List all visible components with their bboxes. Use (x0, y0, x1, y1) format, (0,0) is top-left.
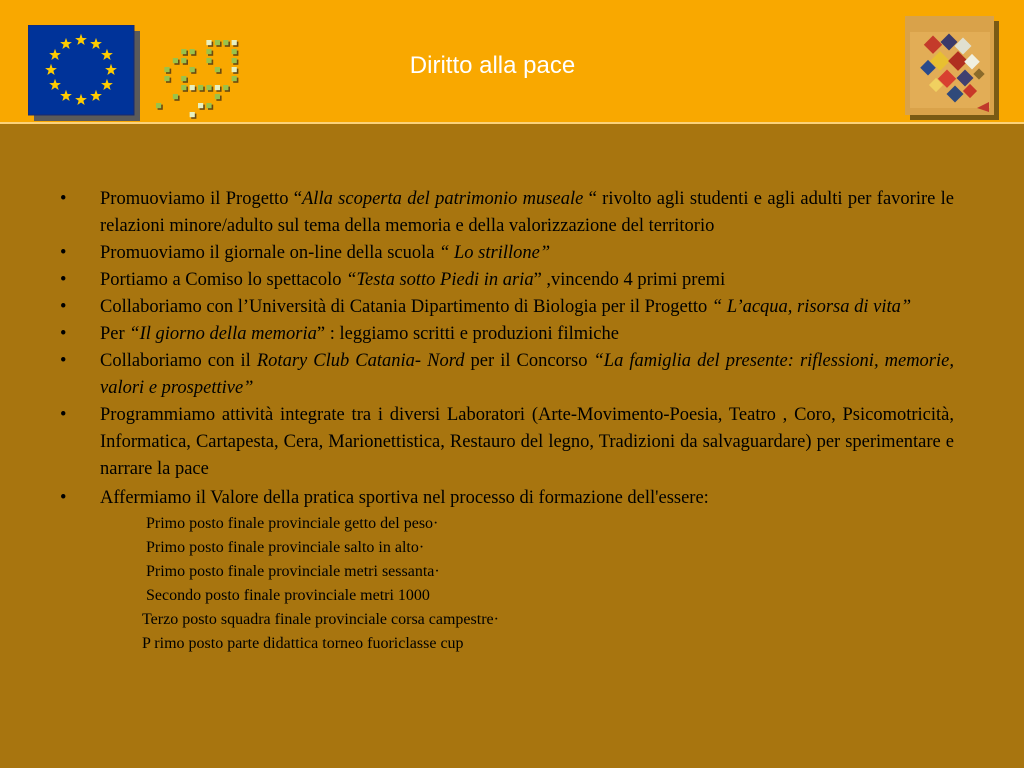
bullet-text: Portiamo a Comiso lo spettacolo (100, 270, 347, 290)
numeral-dot (223, 40, 228, 45)
bullet-text: Per (100, 324, 130, 344)
bullet-text: per il Concorso (464, 351, 594, 371)
numeral-dot (206, 103, 211, 108)
numeral-dot (181, 85, 186, 90)
bullet-item (58, 267, 954, 294)
spazio22-logo (905, 16, 999, 120)
numeral-dot (232, 76, 237, 81)
numeral-dot (190, 67, 195, 72)
numeral-dot (164, 67, 169, 72)
numeral-dot (173, 94, 178, 99)
numeral-dot (206, 40, 211, 45)
numeral-dot (181, 58, 186, 63)
bullet-emphasis: “Il giorno della memoria (129, 324, 317, 344)
numeral-dot (198, 103, 203, 108)
numeral-dot (215, 85, 220, 90)
achievement-item: Primo posto finale provinciale getto del peso· (146, 515, 439, 532)
bullet-text: ” : leggiamo scritti e produzioni filmiche (316, 324, 619, 344)
bullet-text: Promuoviamo il Progetto “ (100, 189, 302, 209)
bullet-item (58, 240, 954, 267)
bullet-text: ” ,vincendo 4 primi premi (533, 270, 726, 290)
bullet-item-sports (58, 485, 954, 656)
bullet-emphasis: “Testa sotto Piedi in aria (346, 270, 534, 290)
bullet-emphasis: “ L’acqua, risorsa di vita” (711, 297, 912, 317)
numeral-dot (190, 49, 195, 54)
header-divider (0, 122, 1024, 124)
bullet-item (58, 186, 954, 240)
bullet-text: Collaboriamo con il (100, 351, 257, 371)
numeral-dot (181, 49, 186, 54)
numeral-dots (156, 40, 238, 119)
numeral-dot (206, 58, 211, 63)
numeral-dot (215, 40, 220, 45)
slide-title: Diritto alla pace (409, 52, 576, 79)
bullet-emphasis: “La famiglia del presente: riflessioni, memorie, valori e prospettive” (100, 351, 954, 398)
achievement-item: P rimo posto parte didattica torneo fuoriclasse cup (142, 635, 464, 652)
bullet-emphasis: “ Lo strillone” (439, 243, 551, 263)
bullet-item (58, 348, 954, 402)
bullet-list (58, 186, 954, 656)
numeral-dot (223, 85, 228, 90)
bullet-text: Affermiamo il Valore della pratica sportiva nel processo di formazione dell'essere: (100, 488, 709, 508)
bullet-emphasis: Rotary Club Catania- Nord (256, 351, 465, 371)
bullet-item (58, 321, 954, 348)
numeral-dot (173, 58, 178, 63)
sports-achievements-list (100, 512, 954, 656)
bullet-text: Programmiamo attività integrate tra i diversi Laboratori (Arte-Movimento-Poesia, Teatro , Coro, Psicomotricità, Informatica, Cartapesta, Cera, Marionettistica, Restauro del legno, Tradizioni da salvaguardare) per sperimentare e narrare la pace (100, 405, 954, 479)
numeral-dot (215, 94, 220, 99)
bullet-text: Promuoviamo il giornale on-line della scuola (100, 243, 440, 263)
achievement-item: Primo posto finale provinciale metri sessanta· (146, 563, 440, 580)
numeral-dot (215, 67, 220, 72)
achievement-item: Secondo posto finale provinciale metri 1000 (146, 587, 430, 604)
numeral-dot (232, 40, 237, 45)
numeral-dot (190, 112, 195, 117)
green-dot-numeral-logo (152, 36, 244, 120)
achievement-item: Terzo posto squadra finale provinciale corsa campestre· (142, 611, 499, 628)
numeral-dot (181, 76, 186, 81)
numeral-dot (164, 76, 169, 81)
numeral-dot (190, 85, 195, 90)
bullet-text: Collaboriamo con l’Università di Catania Dipartimento di Biologia per il Progetto (100, 297, 712, 317)
bullet-item (58, 402, 954, 483)
numeral-dot (232, 67, 237, 72)
bullet-item (58, 294, 954, 321)
eu-flag-logo (28, 25, 140, 121)
achievement-item: Primo posto finale provinciale salto in alto· (146, 539, 425, 556)
numeral-dot (232, 58, 237, 63)
numeral-dot (198, 85, 203, 90)
bullet-emphasis: Alla scoperta del patrimonio museale (302, 189, 584, 209)
bullet-text: “ rivolto agli studenti e agli adulti per favorire le relazioni minore/adulto sul tema della memoria e della valorizzazione del territorio (100, 189, 955, 236)
numeral-dot (206, 85, 211, 90)
numeral-dot (232, 49, 237, 54)
numeral-dot (206, 49, 211, 54)
numeral-dot (156, 103, 161, 108)
